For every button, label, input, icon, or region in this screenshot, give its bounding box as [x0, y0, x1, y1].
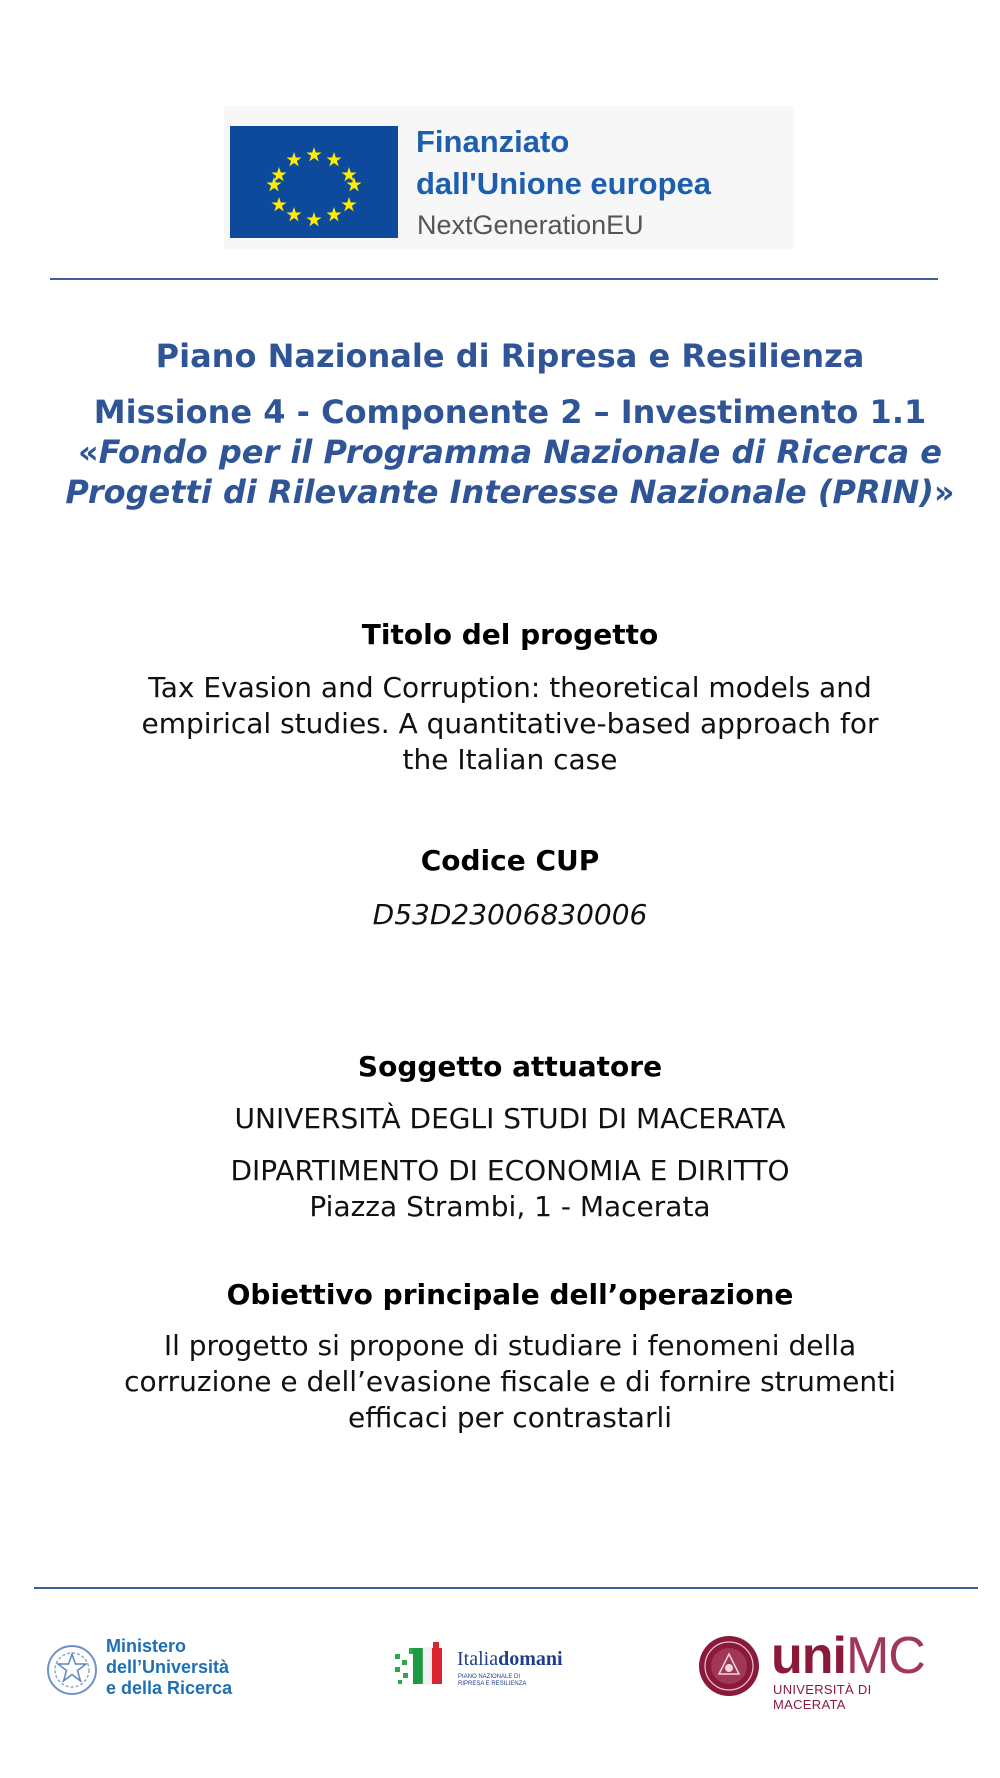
mur-line1: Ministero: [106, 1636, 187, 1656]
mur-line2: dell’Università: [106, 1657, 230, 1677]
eu-funded-line1: Finanziato: [416, 124, 570, 159]
address: Piazza Strambi, 1 - Macerata: [309, 1190, 711, 1223]
fund-quote-open: «: [77, 433, 99, 471]
unimc-subtitle: UNIVERSITÀ DI MACERATA: [773, 1682, 872, 1712]
top-divider: [50, 278, 938, 280]
cup-code: D53D23006830006: [372, 898, 648, 931]
unimc-uni: uni: [771, 1627, 846, 1685]
objective-label: Obiettivo principale dell’operazione: [226, 1278, 794, 1311]
unimc-seal-icon: [697, 1634, 761, 1698]
unimc-wordmark: [771, 1627, 925, 1685]
project-title-label: Titolo del progetto: [361, 618, 659, 651]
italiadomani-part2: domani: [498, 1648, 563, 1670]
fund-quote-close: »: [933, 473, 955, 511]
fund-name: Fondo per il Programma Nazionale di Ricerca e Progetti di Rilevante Interesse Nazionale (PRIN): [65, 433, 942, 511]
next-generation-eu: NextGenerationEU: [417, 210, 644, 240]
mission-title: Missione 4 - Componente 2 – Investimento 1.1: [93, 393, 927, 431]
italiadomani-logo: [393, 1636, 573, 1696]
italiadomani-name: [457, 1648, 563, 1671]
implementer-label: Soggetto attuatore: [357, 1050, 663, 1083]
program-title: Piano Nazionale di Ripresa e Resilienza: [155, 337, 865, 375]
cup-label: Codice CUP: [420, 844, 600, 877]
mur-text: [106, 1636, 232, 1699]
objective-text: Il progetto si propone di studiare i fenomeni della corruzione e dell’evasione fiscale e di fornire strumenti efficaci per contrastarli: [124, 1329, 896, 1434]
mur-logo: [44, 1636, 254, 1708]
unimc-mc: MC: [845, 1627, 925, 1685]
eu-flag-icon: [230, 126, 398, 238]
italiadomani-flag-icon: [393, 1640, 453, 1690]
department-name: DIPARTIMENTO DI ECONOMIA E DIRITTO: [230, 1154, 790, 1187]
italiadomani-subtitle: PIANO NAZIONALE DI RIPRESA E RESILIENZA: [458, 1674, 527, 1687]
eu-funding-banner: [224, 106, 794, 249]
project-title: Tax Evasion and Corruption: theoretical models and empirical studies. A quantitative-based approach for the Italian case: [141, 671, 879, 776]
mur-line3: e della Ricerca: [106, 1678, 233, 1698]
university-name: UNIVERSITÀ DEGLI STUDI DI MACERATA: [234, 1102, 786, 1135]
italian-emblem-icon: [44, 1640, 100, 1700]
unimc-logo: [697, 1627, 947, 1712]
eu-funded-line2: dall'Unione europea: [416, 166, 712, 201]
italiadomani-part1: Italia: [457, 1648, 499, 1670]
fund-title: [60, 432, 960, 512]
bottom-divider: [34, 1587, 978, 1589]
